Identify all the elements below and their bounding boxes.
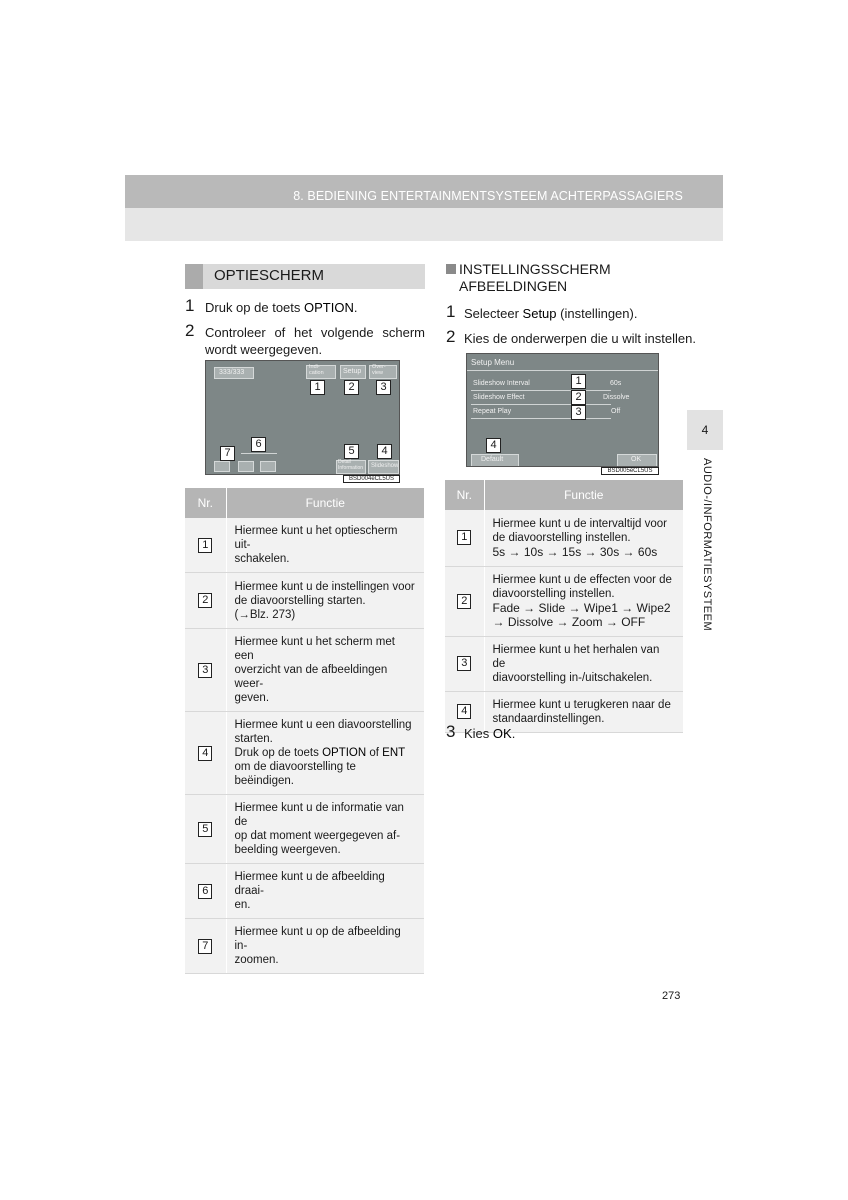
indicator-button-label: Indi- cation <box>309 364 324 376</box>
row-number-cell <box>185 712 226 795</box>
description-line: 5s → 10s → 15s → 30s → 60s <box>492 544 658 559</box>
row-number-cell <box>445 510 484 566</box>
setup-function-table <box>445 480 683 733</box>
callout-3: 3 <box>376 380 391 395</box>
row-number: 3 <box>198 663 212 678</box>
zoom-icon[interactable] <box>214 461 230 472</box>
description-line: Hiermee kunt u terugkeren naar de <box>492 698 671 711</box>
chapter-tab[interactable]: 4 <box>687 410 723 450</box>
setup-label: Setup <box>522 306 557 321</box>
slideshow-button-label: Slideshow <box>371 463 399 469</box>
row-number-cell <box>185 864 226 919</box>
description-line: diavoorstelling in-/uitschakelen. <box>492 671 653 684</box>
callout-4: 4 <box>486 438 501 453</box>
description-line: om de diavoorstelling te beëindigen. <box>234 761 356 787</box>
step-text-before: Kies <box>464 726 493 741</box>
ok-button-label: OK <box>631 456 642 463</box>
slideshow-interval-value: 60s <box>610 380 622 387</box>
setup-menu-title: Setup Menu <box>471 358 515 367</box>
description-line: de diavoorstelling instellen. <box>492 531 631 544</box>
row-number-cell <box>185 919 226 974</box>
step-number: 3 <box>446 722 456 741</box>
description-line: starten. <box>234 733 273 745</box>
row-description <box>226 919 424 974</box>
row-number-cell <box>185 573 226 629</box>
step-text-before: Selecteer <box>464 306 523 321</box>
overview-button-label: Over- view <box>372 364 386 376</box>
image-counter: 333/333 <box>219 369 245 376</box>
table-row <box>185 573 424 629</box>
ent-key-label: ENT <box>382 747 406 759</box>
row-number: 4 <box>457 704 471 719</box>
row-description <box>226 518 424 573</box>
callout-1: 1 <box>571 374 586 389</box>
slideshow-effect-label[interactable]: Slideshow Effect <box>473 394 525 401</box>
description-line: Hiermee kunt u een diavoorstelling <box>234 719 412 731</box>
table-header-row <box>445 480 683 510</box>
table-row <box>185 629 424 712</box>
heading-text-1: INSTELLINGSSCHERM <box>459 261 611 277</box>
section-heading-instellingsscherm <box>446 261 611 295</box>
step-text: Kies de onderwerpen die u wilt instellen. <box>464 331 696 346</box>
section-heading-optiescherm <box>185 264 425 289</box>
row-description <box>226 712 424 795</box>
table-row <box>445 636 683 691</box>
rotate-left-icon[interactable] <box>238 461 254 472</box>
step-text-after: . <box>511 726 516 741</box>
page-reference-link[interactable]: (→Blz. 273) <box>234 608 296 621</box>
row-number-cell <box>185 518 226 573</box>
description-line: Fade → Slide → Wipe1 → Wipe2 <box>492 601 671 615</box>
row-divider <box>471 390 611 391</box>
page-number: 273 <box>662 990 681 1002</box>
description-line: Hiermee kunt u op de afbeelding in- <box>234 926 401 952</box>
default-button-label: Default <box>481 456 504 463</box>
section-title: OPTIESCHERM <box>214 267 325 284</box>
row-number-cell <box>185 629 226 712</box>
section-marker <box>185 264 203 289</box>
description-line: Hiermee kunt u het optiescherm uit- <box>234 525 398 551</box>
column-header-functie: Functie <box>226 488 424 518</box>
table-row <box>185 712 424 795</box>
table-row <box>185 864 424 919</box>
table-row <box>185 518 424 573</box>
step-text-line1: Controleer of het volgende scherm <box>205 325 425 340</box>
description-line: de diavoorstelling starten. <box>234 594 366 607</box>
row-number: 6 <box>198 884 212 899</box>
step-text <box>464 305 637 322</box>
description-line <box>235 746 417 760</box>
chapter-label: AUDIO-/INFORMATIESYSTEEM <box>701 458 713 632</box>
callout-6: 6 <box>251 437 266 452</box>
callout-2: 2 <box>344 380 359 395</box>
row-number: 3 <box>457 656 471 671</box>
description-line: zoomen. <box>234 954 279 966</box>
row-description <box>226 795 424 864</box>
column-header-nr: Nr. <box>185 488 226 518</box>
callout-1: 1 <box>310 380 325 395</box>
callout-3: 3 <box>571 405 586 420</box>
slideshow-interval-label[interactable]: Slideshow Interval <box>473 380 530 387</box>
heading-line-1 <box>446 261 611 278</box>
row-number: 4 <box>198 746 212 761</box>
text-before: Druk op de toets <box>234 747 323 759</box>
step-number: 1 <box>185 296 195 315</box>
description-line: → Dissolve → Zoom → OFF <box>492 615 646 629</box>
row-description <box>226 864 424 919</box>
row-divider <box>471 418 611 419</box>
description-line: Hiermee kunt u de informatie van de <box>234 802 404 828</box>
table-header-row <box>185 488 424 518</box>
heading-square-icon <box>446 264 456 274</box>
step-text-line2: wordt weergegeven. <box>205 342 323 357</box>
image-caption: BSD004eCL5US <box>343 475 400 483</box>
description-line: Hiermee kunt u de instellingen voor <box>234 580 415 593</box>
callout-7: 7 <box>220 446 235 461</box>
description-line: standaardinstellingen. <box>492 712 605 725</box>
row-number: 5 <box>198 822 212 837</box>
setup-menu-image <box>466 353 659 467</box>
row-number-cell <box>185 795 226 864</box>
repeat-play-value: Off <box>611 408 621 415</box>
table-row <box>445 566 683 636</box>
description-line: schakelen. <box>234 553 290 565</box>
description-line: op dat moment weergegeven af- <box>234 830 401 842</box>
callout-6-bracket <box>241 453 277 454</box>
table-row <box>185 795 424 864</box>
step-number: 2 <box>446 327 456 346</box>
step-text-after: . <box>353 300 358 315</box>
table-row <box>445 510 683 566</box>
row-number: 1 <box>457 530 471 545</box>
setup-button-label: Setup <box>343 368 362 375</box>
detail-information-label: Detail Information <box>338 459 364 471</box>
ok-label: OK <box>492 726 512 741</box>
row-description <box>484 510 683 566</box>
step-text <box>205 299 357 316</box>
description-line: diavoorstelling instellen. <box>492 588 615 600</box>
description-line: en. <box>234 899 251 911</box>
table-row <box>185 919 424 974</box>
row-divider <box>471 404 611 405</box>
callout-5: 5 <box>344 444 359 459</box>
row-number: 2 <box>457 594 471 609</box>
column-header-functie: Functie <box>484 480 683 510</box>
row-number: 1 <box>198 538 212 553</box>
section-header-title: 8. BEDIENING ENTERTAINMENTSYSTEEM ACHTERPASSAGIERS <box>293 189 683 203</box>
step-text-before: Druk op de toets <box>205 300 304 315</box>
description-line: Hiermee kunt u de intervaltijd voor <box>492 517 667 530</box>
option-function-table <box>185 488 424 974</box>
option-key-label: OPTION <box>322 747 367 759</box>
description-line: Hiermee kunt u de afbeelding draai- <box>234 871 385 897</box>
step-number: 2 <box>185 321 195 340</box>
option-key-label: OPTION <box>304 300 354 315</box>
step-text <box>464 725 515 742</box>
repeat-play-label[interactable]: Repeat Play <box>473 408 512 415</box>
step-text-after: (instellingen). <box>556 306 638 321</box>
row-number: 7 <box>198 939 212 954</box>
heading-text-2: AFBEELDINGEN <box>459 278 568 294</box>
header-bar <box>125 175 723 208</box>
description-line: overzicht van de afbeeldingen weer- <box>234 664 388 690</box>
callout-4: 4 <box>377 444 392 459</box>
description-line: Hiermee kunt u het scherm met een <box>234 636 395 662</box>
row-number-cell <box>445 566 484 636</box>
description-line: beelding weergeven. <box>234 844 341 856</box>
step-number: 1 <box>446 302 456 321</box>
option-screen-image <box>205 360 400 475</box>
description-line: Hiermee kunt u de effecten voor de <box>492 574 672 586</box>
column-header-nr: Nr. <box>445 480 484 510</box>
row-description <box>484 636 683 691</box>
row-description <box>226 629 424 712</box>
row-number: 2 <box>198 593 212 608</box>
description-line: geven. <box>234 692 270 704</box>
text-mid: of <box>366 747 383 759</box>
row-description <box>484 566 683 636</box>
header-band <box>125 208 723 241</box>
callout-2: 2 <box>571 390 586 405</box>
slideshow-effect-value: Dissolve <box>603 394 630 401</box>
image-caption: BSD005eCL5US <box>601 467 659 475</box>
row-description <box>226 573 424 629</box>
rotate-right-icon[interactable] <box>260 461 276 472</box>
row-number-cell <box>445 636 484 691</box>
description-line: Hiermee kunt u het herhalen van de <box>492 643 660 670</box>
title-divider <box>467 370 659 371</box>
